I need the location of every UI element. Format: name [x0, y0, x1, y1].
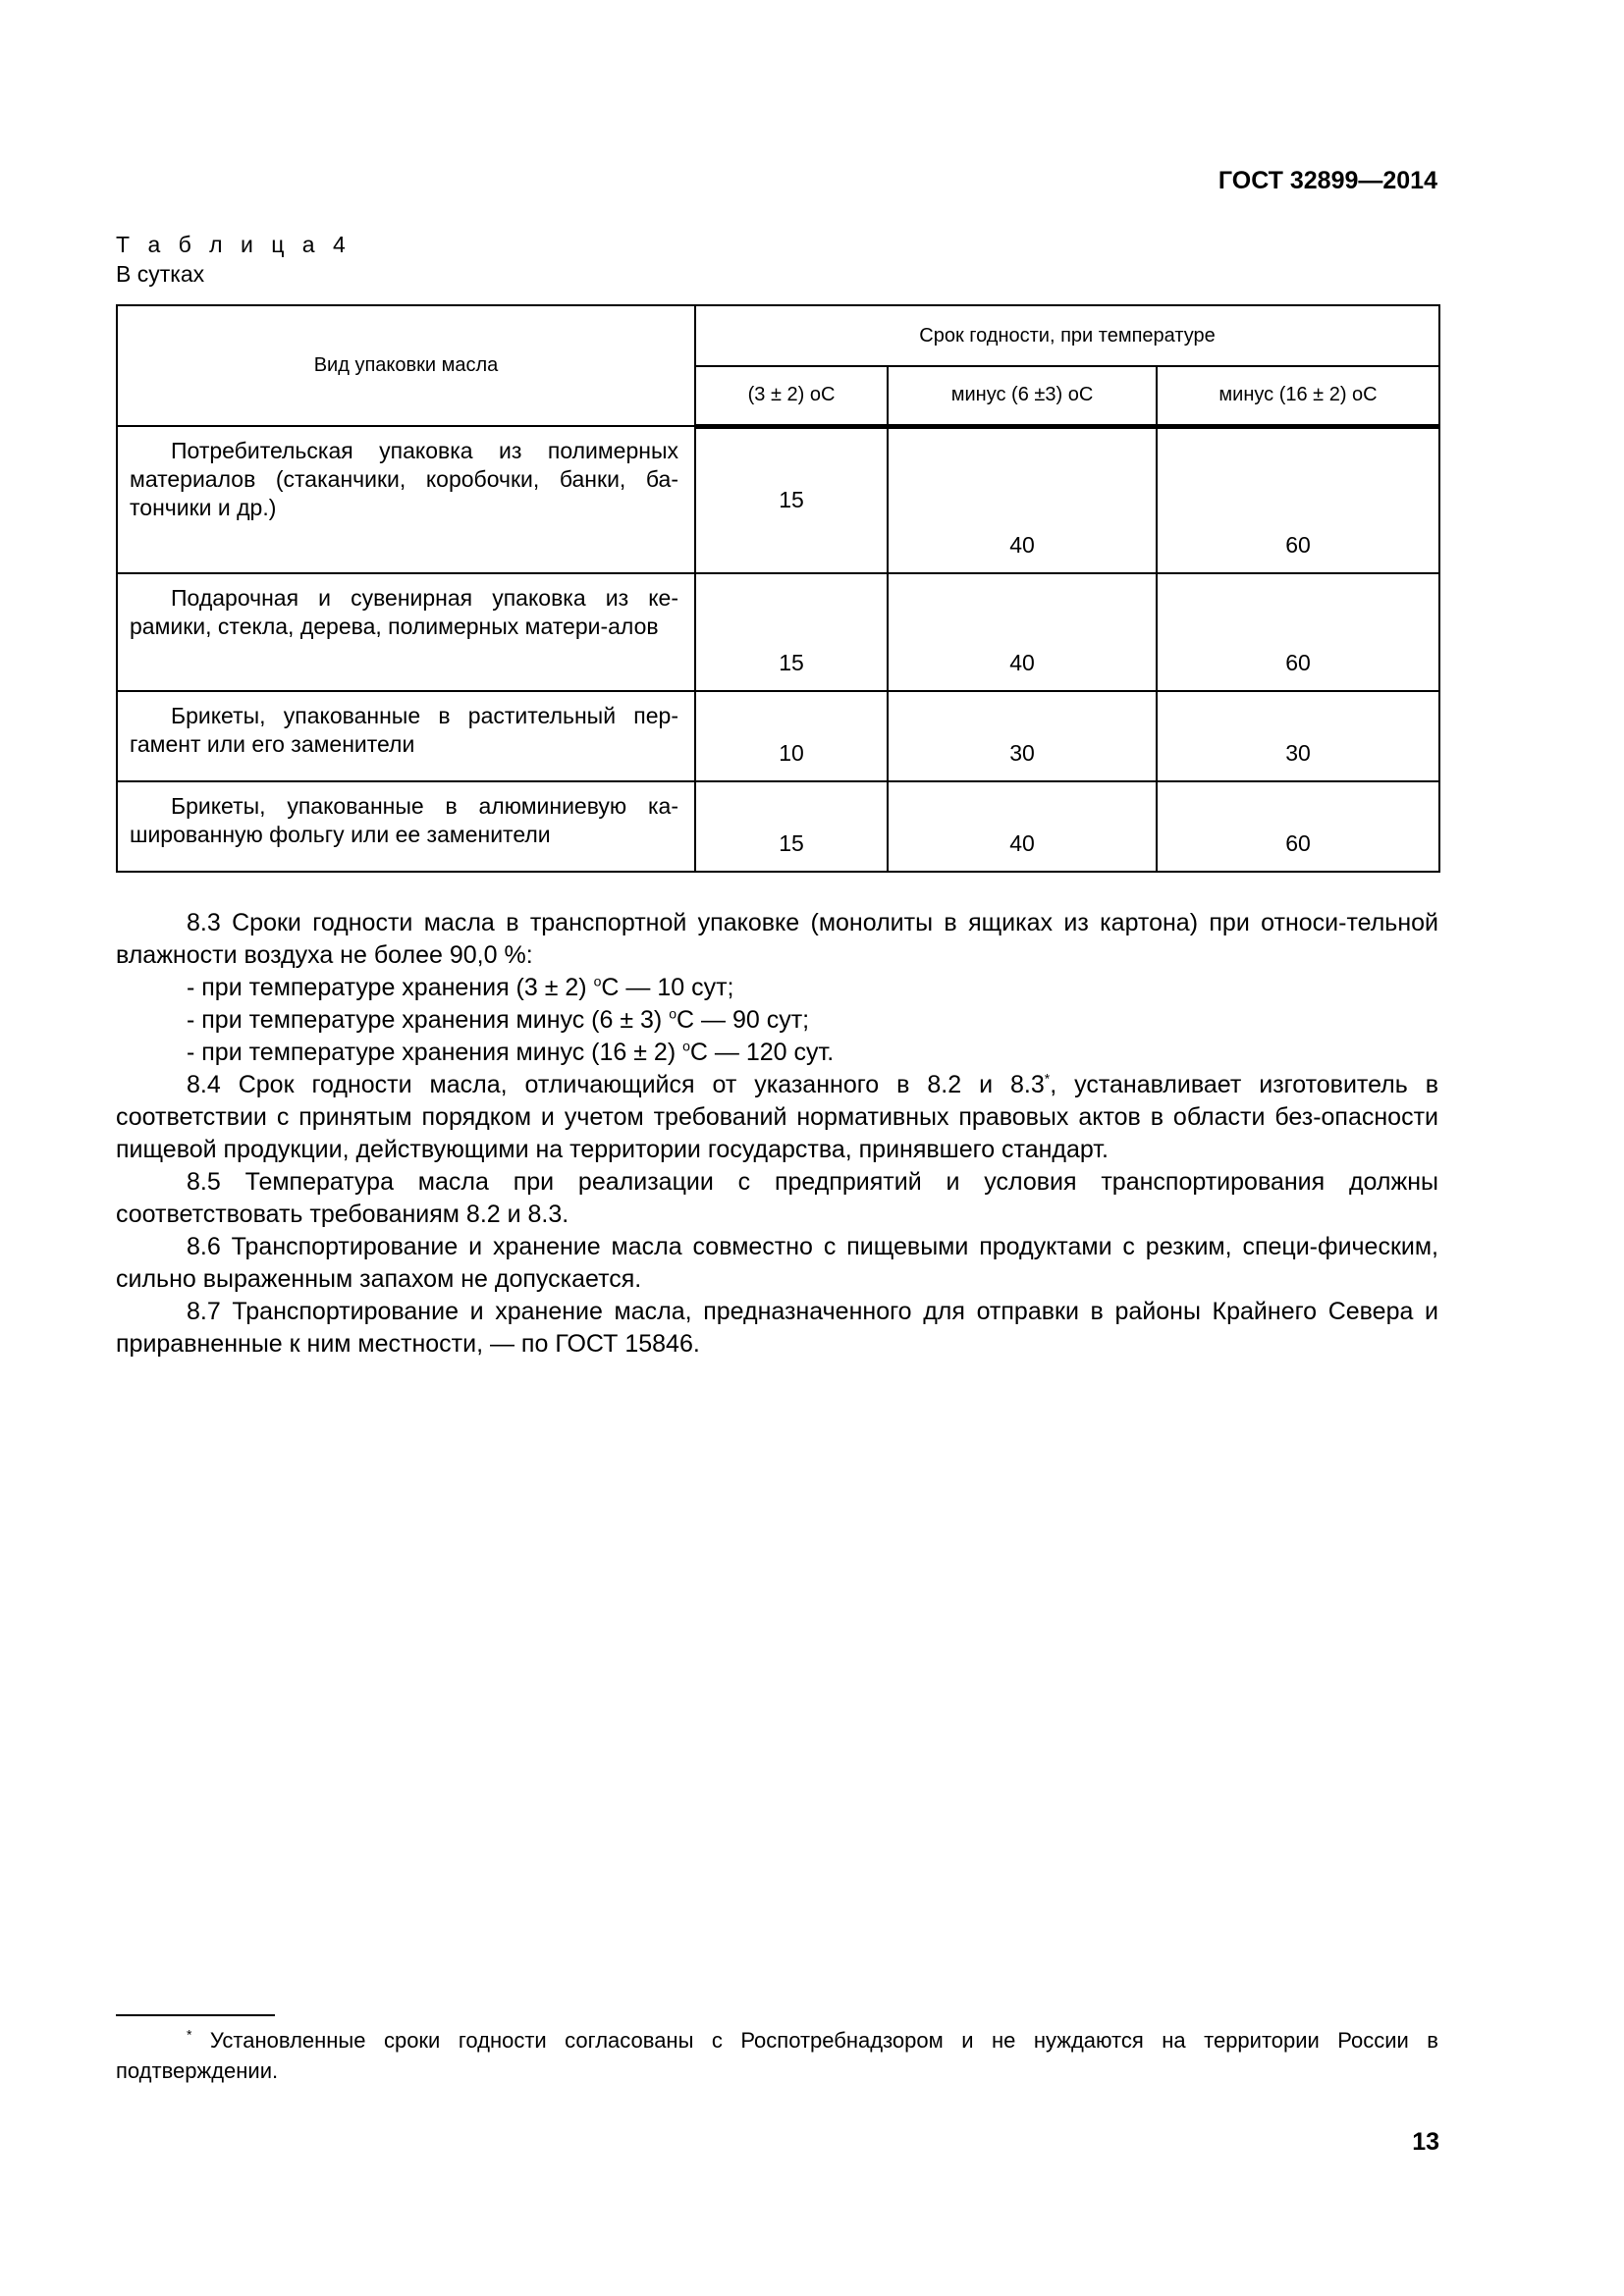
list-item-suffix: С — 90 сут;	[677, 1006, 810, 1034]
table-row	[117, 781, 1439, 872]
paragraph-8-4-start: 8.4 Срок годности масла, отличающийся от указанного в 8.2 и 8.3	[187, 1071, 1045, 1098]
table-row	[117, 573, 1439, 691]
row-pack-desc-text: Брикеты, упакованные в растительный пер-гамент или его заменители	[130, 703, 678, 757]
footnote	[116, 2025, 1438, 2086]
document-code: ГОСТ 32899—2014	[1218, 167, 1437, 194]
row-value-temp-1: 15	[695, 781, 888, 872]
header-temp-3: минус (16 ± 2) оС	[1157, 366, 1439, 426]
list-item	[116, 1037, 1438, 1069]
header-temp-1: (3 ± 2) оС	[695, 366, 888, 426]
footnote-reference[interactable]: *	[1044, 1070, 1051, 1087]
list-item-text: - при температуре хранения минус (6 ± 3)	[187, 1006, 670, 1034]
body-text	[116, 907, 1438, 1361]
row-value-temp-2: 40	[888, 426, 1157, 573]
footnote-mark: *	[187, 2026, 192, 2043]
row-value-temp-3: 60	[1157, 426, 1439, 573]
row-pack-desc-text: Брикеты, упакованные в алюминиевую ка-шированную фольгу или ее заменители	[130, 793, 678, 847]
list-item	[116, 1004, 1438, 1037]
row-value-temp-2: 40	[888, 573, 1157, 691]
paragraph-8-4-end: , устанавливает изготовитель в соответствии с принятым порядком и учетом требований нормативных правовых актов в области без-опасности пищевой продукции, действующими на территории государства, принявшего стандарт.	[116, 1071, 1438, 1163]
row-pack-desc	[117, 573, 695, 691]
list-item-suffix: С — 10 сут;	[601, 974, 734, 1001]
header-temp-2: минус (6 ±3) оС	[888, 366, 1157, 426]
row-value-temp-2: 30	[888, 691, 1157, 781]
table-caption-block	[116, 230, 352, 289]
header-shelf-life: Срок годности, при температуре	[695, 305, 1439, 366]
list-item-text: - при температуре хранения (3 ± 2)	[187, 974, 594, 1001]
row-value-temp-3: 60	[1157, 573, 1439, 691]
paragraph-8-3: 8.3 Сроки годности масла в транспортной упаковке (монолиты в ящиках из картона) при относи-тельной влажности воздуха не более 90,0 %:	[116, 909, 1438, 969]
paragraph-8-4	[116, 1069, 1438, 1166]
footnote-text: Установленные сроки годности согласованы с Роспотребнадзором и не нуждаются на территории России в подтверждении.	[116, 2028, 1438, 2083]
paragraph-8-7: 8.7 Транспортирование и хранение масла, предназначенного для отправки в районы Крайнего Севера и приравненные к ним местности, — по ГОСТ 15846.	[116, 1298, 1438, 1358]
row-value-temp-1: 15	[695, 426, 888, 573]
row-value-temp-2: 40	[888, 781, 1157, 872]
row-pack-desc-text: Потребительская упаковка из полимерных материалов (стаканчики, коробочки, банки, ба-тончики и др.)	[130, 438, 678, 520]
paragraph-8-5: 8.5 Температура масла при реализации с предприятий и условия транспортирования должны соответствовать требованиям 8.2 и 8.3.	[116, 1168, 1438, 1228]
row-pack-desc	[117, 691, 695, 781]
table-row	[117, 426, 1439, 573]
row-pack-desc-text: Подарочная и сувенирная упаковка из ке-рамики, стекла, дерева, полимерных матери-алов	[130, 585, 678, 639]
row-pack-desc	[117, 781, 695, 872]
list-item	[116, 972, 1438, 1004]
row-value-temp-1: 15	[695, 573, 888, 691]
table-units: В сутках	[116, 261, 205, 287]
row-value-temp-3: 30	[1157, 691, 1439, 781]
list-item-text: - при температуре хранения минус (16 ± 2)	[187, 1039, 683, 1066]
shelf-life-table	[116, 304, 1440, 873]
row-value-temp-3: 60	[1157, 781, 1439, 872]
table-header-row	[117, 305, 1439, 366]
shelf-life-table-wrap	[116, 304, 1438, 873]
row-pack-desc	[117, 426, 695, 573]
row-value-temp-1: 10	[695, 691, 888, 781]
degree-mark: o	[682, 1038, 690, 1054]
page-number: 13	[1412, 2128, 1439, 2156]
paragraph-8-6: 8.6 Транспортирование и хранение масла совместно с пищевыми продуктами с резким, специ-фическим, сильно выраженным запахом не допускается.	[116, 1233, 1438, 1293]
header-pack-type: Вид упаковки масла	[117, 305, 695, 426]
table-caption: Т а б л и ц а 4	[116, 232, 352, 257]
footnote-separator	[116, 2014, 275, 2016]
table-row	[117, 691, 1439, 781]
list-item-suffix: С — 120 сут.	[689, 1039, 835, 1066]
degree-mark: o	[593, 973, 602, 989]
degree-mark: o	[669, 1005, 677, 1022]
